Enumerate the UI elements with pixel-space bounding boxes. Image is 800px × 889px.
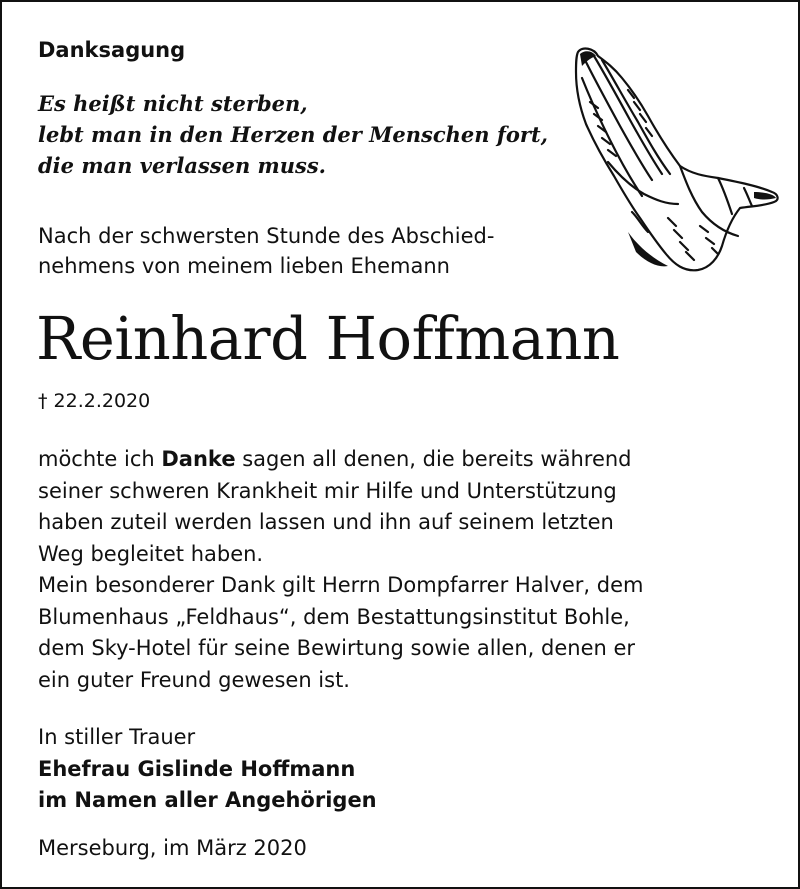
praying-hands-icon [568, 42, 786, 278]
notice-heading: Danksagung [38, 38, 186, 62]
motto-line: lebt man in den Herzen der Menschen fort, [38, 122, 548, 147]
body-line: seiner schweren Krankheit mir Hilfe und Unterstützung [38, 478, 617, 503]
body-text-after: sagen all denen, die bereits während [235, 447, 632, 471]
motto-line: Es heißt nicht sterben, [38, 91, 308, 116]
body-text-before: möchte ich [38, 447, 162, 471]
body-line: Blumenhaus „Feldhaus“, dem Bestattungsinstitut Bohle, [38, 604, 630, 629]
place-date: Merseburg, im März 2020 [38, 836, 307, 860]
motto-line: die man verlassen muss. [38, 153, 326, 178]
body-line: dem Sky-Hotel für seine Bewirtung sowie allen, denen er [38, 636, 636, 660]
motto-quote [38, 88, 578, 181]
body-line [38, 444, 643, 476]
body-line: ein guter Freund gewesen ist. [38, 667, 350, 692]
signoff-name: Ehefrau Gislinde Hoffmann [38, 756, 356, 781]
signoff [38, 722, 377, 817]
body-line: Weg begleitet haben. [38, 541, 264, 566]
danke-emphasis: Danke [161, 447, 236, 471]
signoff-line: In stiller Trauer [38, 725, 196, 749]
intro-line: Nach der schwersten Stunde des Abschied- [38, 224, 495, 248]
intro-line: nehmens von meinem lieben Ehemann [38, 254, 450, 278]
body-line: haben zuteil werden lassen und ihn auf seinem letzten [38, 510, 614, 534]
death-date: † 22.2.2020 [38, 390, 151, 412]
intro-text [38, 221, 494, 281]
thanks-paragraph [38, 444, 643, 696]
signoff-relatives: im Namen aller Angehörigen [38, 788, 377, 812]
body-line: Mein besonderer Dank gilt Herrn Dompfarrer Halver, dem [38, 573, 644, 597]
deceased-name: Reinhard Hoffmann [36, 304, 620, 373]
